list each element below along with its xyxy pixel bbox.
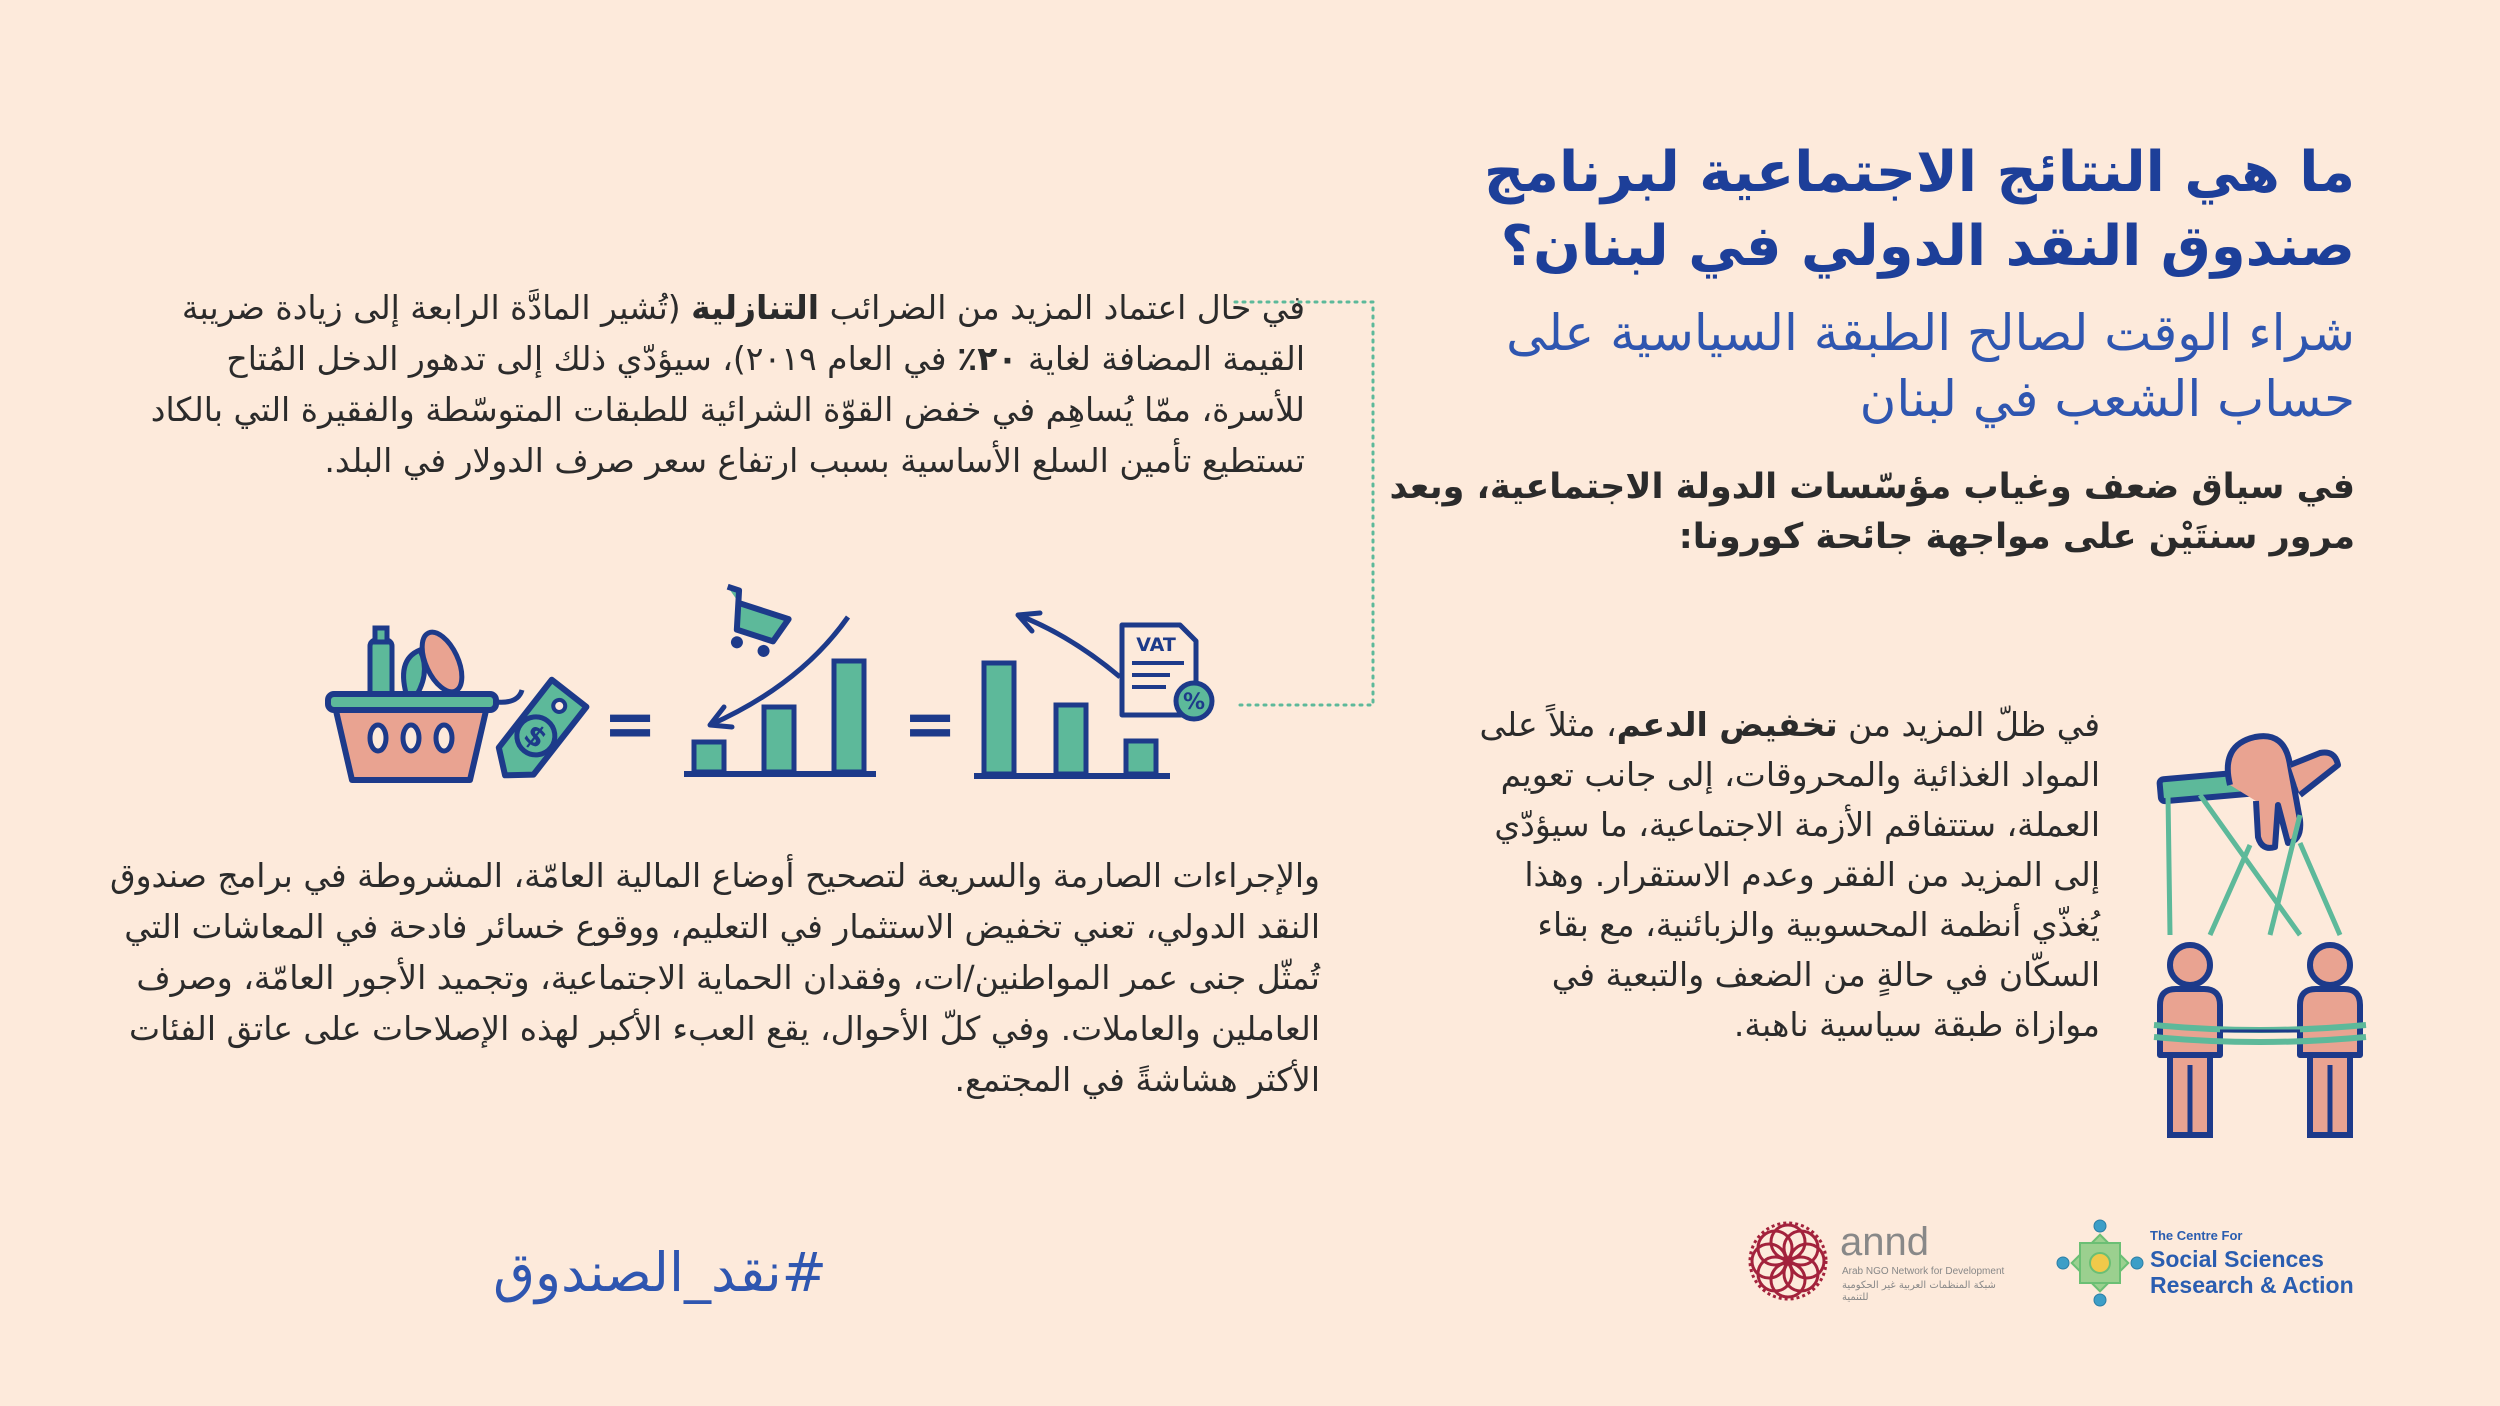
basket-icon <box>320 620 600 790</box>
hashtag[interactable]: #نقد_الصندوق <box>493 1241 827 1304</box>
subsidy-text-before: في ظلّ المزيد من <box>1837 705 2100 744</box>
falling-prices-chart-icon <box>680 575 880 785</box>
centre-line1: The Centre For <box>2150 1228 2243 1243</box>
annd-tagline: Arab NGO Network for Development <box>1842 1266 2005 1277</box>
vat-text-middle: (تُشير المادَّة الرابعة إلى زيادة ضريبة القيمة المضافة لغاية <box>181 288 1305 378</box>
subsidy-paragraph <box>1460 700 2100 1050</box>
context-intro: في سياق ضعف وغياب مؤسّسات الدولة الاجتماعية، وبعد مرور سنتَيْن على مواجهة جائحة كورونا: <box>1389 467 2355 557</box>
dollar-sign: $ <box>517 717 554 756</box>
vat-highlight: التنازلية <box>691 288 820 327</box>
subsidy-highlight: تخفيض الدعم <box>1616 705 1838 744</box>
annd-tagline-ar: شبكة المنظمات العربية غير الحكومية للتنمية <box>1842 1280 1996 1303</box>
vat-label: VAT <box>1136 634 1176 656</box>
centre-line2: Social Sciences <box>2150 1246 2324 1272</box>
dotted-connector <box>1225 300 1375 710</box>
equals-sign-right: = <box>903 688 957 762</box>
page-title: ما هي النتائج الاجتماعية لبرنامج صندوق النقد الدولي في لبنان؟ <box>1483 140 2355 279</box>
vat-text-before: في حال اعتماد المزيد من الضرائب <box>819 288 1305 327</box>
equals-sign-left: = <box>603 688 657 762</box>
page-subtitle: شراء الوقت لصالح الطبقة السياسية على حساب الشعب في لبنان <box>1506 304 2355 428</box>
centre-line3: Research & Action <box>2150 1272 2354 1298</box>
puppet-hand-icon <box>2150 725 2370 1145</box>
vat-chart-icon <box>970 605 1230 785</box>
austerity-paragraph: والإجراءات الصارمة والسريعة لتصحيح أوضاع المالية العامّة، المشروطة في برامج صندوق النقد الدولي، تعني تخفيض الاستثمار في التعليم، ووقوع خسائر فادحة في المعاشات التي تُمثّل جنى عمر المواطنين/ات، وفقدان الحماية الاجتماعية، وتجميد الأجور العامّة، وصرف العاملين والعاملات. وفي كلّ الأحوال، يقع العبء الأكبر لهذه الإصلاحات على عاتق الفئات الأكثر هشاشةً في المجتمع. <box>110 856 1320 1099</box>
vat-paragraph <box>125 282 1305 486</box>
annd-name: annd <box>1840 1220 1929 1264</box>
centre-logo-icon <box>2055 1218 2145 1308</box>
subsidy-text-after: ، مثلاً على المواد الغذائية والمحروقات، إلى جانب تعويم العملة، ستتفاقم الأزمة الاجتماعية، ما سيؤدّي إلى المزيد من الفقر وعدم الاستقرار. وهذا يُغذّي أنظمة المحسوبية والزبائنية، مع بقاء السكّان في حالةٍ من الضعف والتبعية في موازاة طبقة سياسية ناهبة. <box>1479 705 2100 1044</box>
vat-text-after: في العام ٢٠١٩)، سيؤدّي ذلك إلى تدهور الدخل المُتاح للأسرة، ممّا يُساهِم في خفض القوّة الشرائية للطبقات المتوسّطة والفقيرة التي بالكاد تستطيع تأمين السلع الأساسية بسبب ارتفاع سعر صرف الدولار في البلد. <box>150 339 1305 480</box>
percent-sign: % <box>1182 690 1206 715</box>
vat-percent: ٢٠٪ <box>957 339 1018 378</box>
annd-logo-icon <box>1745 1218 1831 1304</box>
